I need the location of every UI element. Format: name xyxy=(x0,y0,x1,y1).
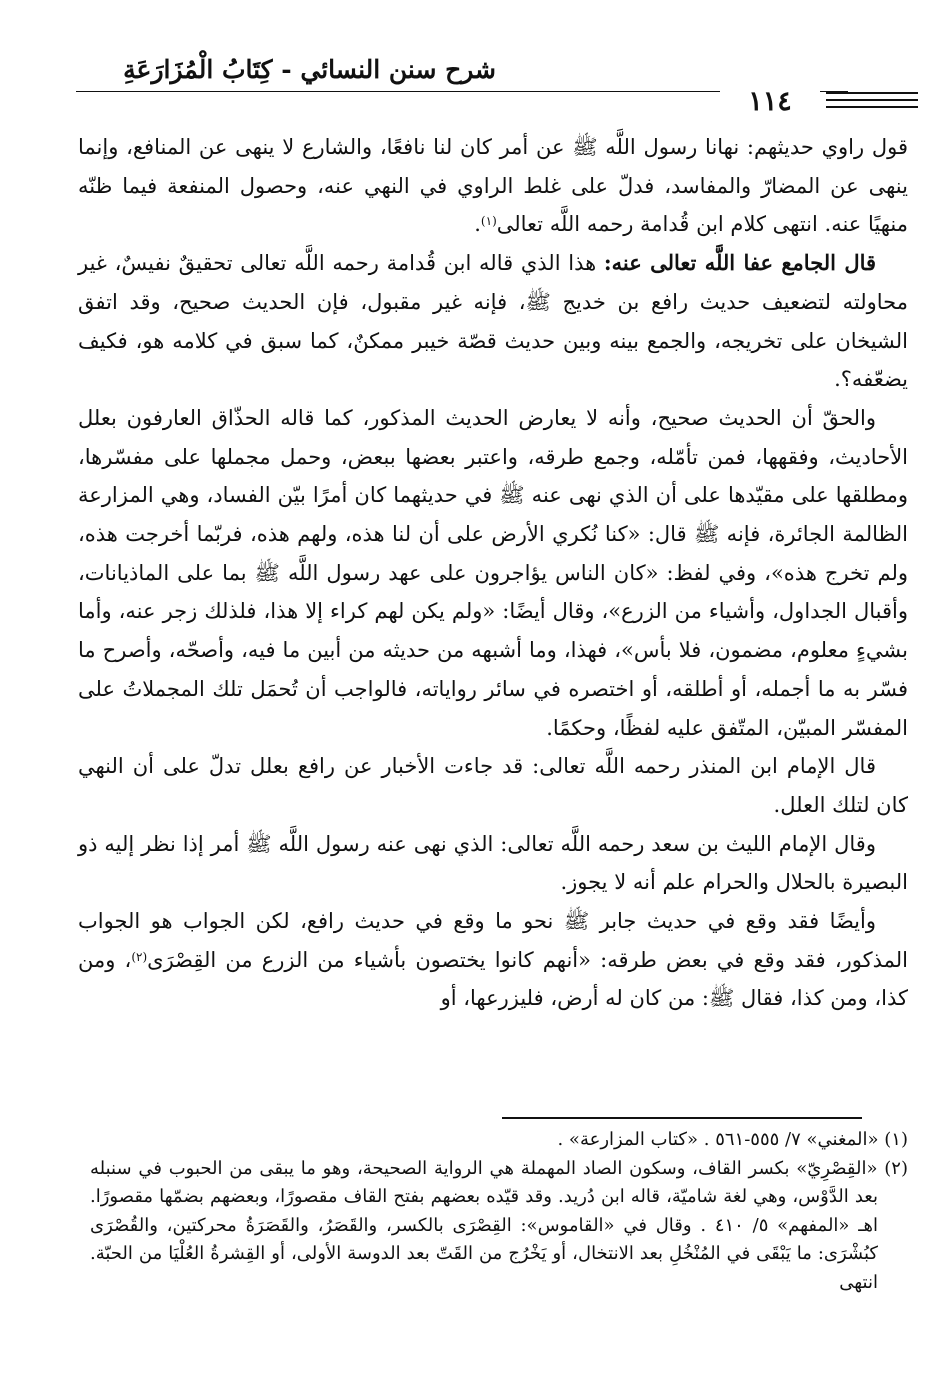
paragraph xyxy=(78,244,908,399)
paragraph xyxy=(78,128,908,244)
page-number: ١١٤ xyxy=(720,80,820,124)
footnotes xyxy=(90,1126,908,1297)
footnote: (١) «المغني» ٧/ ٥٥٥-٥٦١ . «كتاب المزارعة» . xyxy=(557,1129,908,1150)
paragraph: قال الإمام ابن المنذر رحمه اللَّه تعالى: قد جاءت الأخبار عن رافع بعلل تدلّ على أن النهي كان لتلك العلل. xyxy=(78,754,908,817)
paragraph xyxy=(78,902,908,1018)
paragraph: وقال الإمام الليث بن سعد رحمه اللَّه تعالى: الذي نهى عنه رسول اللَّه ﷺ أمر إذا نظر إليه ذو البصيرة بالحلال والحرام علم أنه لا يجوز. xyxy=(78,831,908,895)
footnote-ref: (١) xyxy=(480,214,497,229)
paragraph-text: ، ومن كذا، ومن كذا، فقال ﷺ: من كان له أرض، فليزرعها، أو xyxy=(78,947,908,1011)
page-number-rule xyxy=(826,99,918,101)
paragraph-text: . xyxy=(474,212,481,237)
footnote-ref: (٢) xyxy=(131,949,148,964)
page-number-rule xyxy=(826,92,918,94)
page-number-rule xyxy=(826,106,918,108)
footnote-rule xyxy=(502,1117,862,1119)
page-number-rules xyxy=(826,92,918,113)
paragraph: والحقّ أن الحديث صحيح، وأنه لا يعارض الحديث المذكور، كما قاله الحذّاق العارفون بعلل الأحاديث، وفقهها، فمن تأمّله، وجمع طرقه، واعتبر بعضها ببعض، وحمل مجملها على مفسّرها، ومطلقها على مقيّدها على أن الذي نهى عنه ﷺ في حديثهما كان أمرًا بيّن الفساد، وهي المزارعة الظالمة الجائرة، فإنه ﷺ قال: «كنا نُكري الأرض على أن لنا هذه، ولهم هذه، فربّما أخرجت هذه، ولم تخرج هذه»، وفي لفظ: «كان الناس يؤاجرون على عهد رسول اللَّه ﷺ بما على الماذيانات، وأقبال الجداول، وأشياء من الزرع»، وقال أيضًا: «ولم يكن لهم كراء إلا هذا، فلذلك زجر عنه، وأما بشيءٍ معلوم، مضمون، فلا بأس»، فهذا، وما أشبهه من حديثه من أبين ما فيه، وأصحّه، وأصرح ما فسّر به ما أجمله، أو أطلقه، أو اختصره في سائر رواياته، فالواجب أن تُحمَل تلك المجملاتُ على المفسّر المبيّن، المتّفق عليه لفظًا، وحكمًا. xyxy=(78,405,908,740)
main-text xyxy=(78,128,908,1018)
running-title: شرح سنن النسائي - كِتَابُ الْمُزَارَعَةِ xyxy=(123,55,496,84)
paragraph-text: هذا الذي قاله ابن قُدامة رحمه اللَّه تعالى تحقيقٌ نفيسٌ، غير محاولته لتضعيف حديث رافع بن خديج ﷺ، فإنه غير مقبول، فإن الحديث صحيح، وقد اتفق الشيخان على تخريجه، والجمع بينه وبين حديث قصّة خيبر ممكنٌ، كما سبق في كلامه هو، فكيف يضعّفه؟. xyxy=(78,251,908,392)
footnote: (٢) «القِصْرِيّ» بكسر القاف، وسكون الصاد المهملة هي الرواية الصحيحة، وهو ما يبقى من الحبوب في سنبله بعد الدَّوْس، وهي لغة شاميّة، قاله ابن دُريد. وقد قيّده بعضهم بفتح القاف مقصورًا، وبعضهم بضمّها مقصورًا. اهـ «المفهم» ٥/ ٤١٠ . وقال في «القاموس»: القِصْرَى بالكسر، والقَصَرُ، والقَصَرَةُ محركتين، والقُصْرَى كبُشْرَى: ما يَبْقَى في المُنْخُلِ بعد الانتخال، أو يَخْرُج من القَتّ بعد الدوسة الأولى، أو القِشرةُ العُلْيَا من الحبّة. انتهى xyxy=(90,1157,908,1293)
paragraph-lead: قال الجامع عفا اللَّه تعالى عنه: xyxy=(603,250,877,276)
paragraph-text: قول راوي حديثهم: نهانا رسول اللَّه ﷺ عن أمر كان لنا نافعًا، والشارع لا ينهى عن المنافع، وإنما ينهى عن المضارّ والمفاسد، فدلّ على غلط الراوي في النهي عنه، وحصول المنفعة فيما ظنّه منهيًا عنه. انتهى كلام ابن قُدامة رحمه اللَّه تعالى xyxy=(78,135,908,237)
paragraph-text: وأيضًا فقد وقع في حديث جابر ﷺ نحو ما وقع في حديث رافع، لكن الجواب هو الجواب المذكور، فقد وقع في بعض طرقه: «أنهم كانوا يختصون بأشياء من الزرع من القِصْرَى xyxy=(78,909,908,972)
